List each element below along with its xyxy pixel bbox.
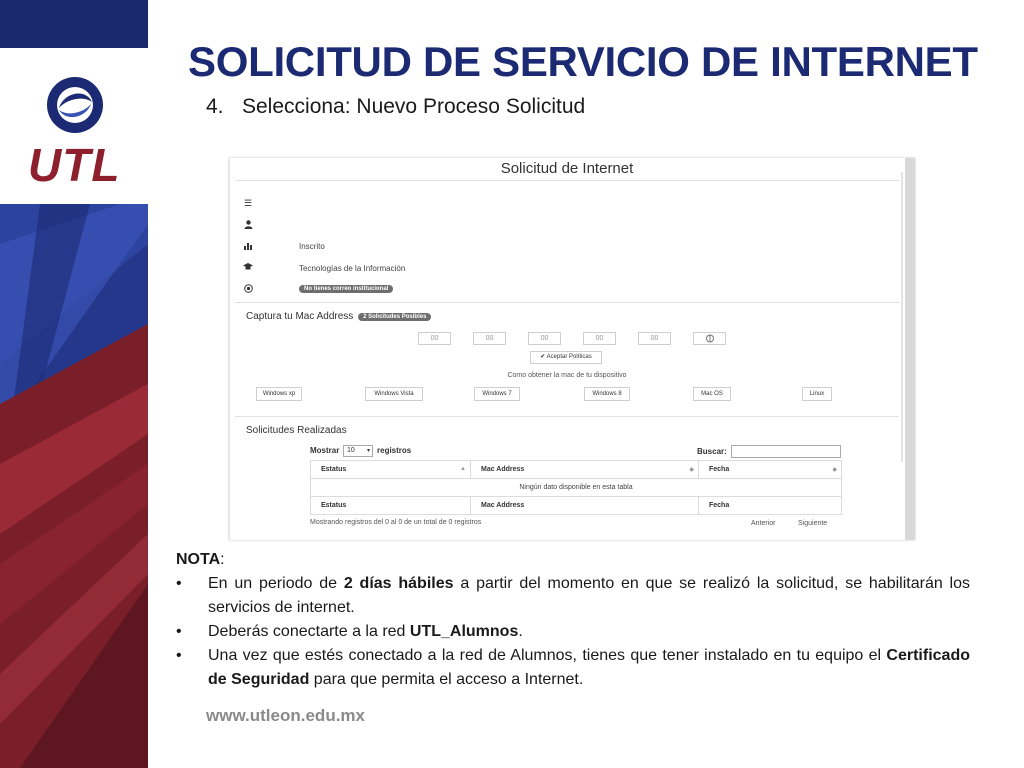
note-item: • Deberás conectarte a la red UTL_Alumnos. [176, 623, 523, 640]
previous-page-link[interactable]: Anterior [751, 520, 776, 527]
next-page-link[interactable]: Siguiente [798, 520, 828, 527]
mac-octet-3-input[interactable]: 00 [528, 332, 561, 345]
sort-icon: ◆ [832, 467, 837, 473]
sort-icon: ▲ [460, 466, 466, 472]
windows-xp-button[interactable]: Windows xp [256, 387, 302, 401]
table-header-row [311, 461, 842, 479]
how-to-get-mac-text: Como obtener la mac de tu dispositivo [507, 372, 627, 379]
status-text: Inscrito [299, 242, 325, 251]
mac-section-label: Captura tu Mac Address 2 Solicitudes Posibles [246, 311, 431, 322]
list-icon: ☰ [243, 198, 253, 208]
chevron-down-icon: ▾ [366, 448, 370, 454]
column-header-mac[interactable]: Mac Address ◆ [471, 461, 699, 479]
check-icon: ✔ [540, 354, 546, 360]
band-top-bar [0, 0, 148, 48]
show-label: Mostrar [310, 446, 340, 455]
step-number: 4. [206, 95, 224, 118]
search-input[interactable] [731, 445, 841, 458]
mac-octet-4-input[interactable]: 00 [583, 332, 616, 345]
windows-8-button[interactable]: Windows 8 [584, 387, 630, 401]
records-summary: Mostrando registros del 0 al 0 de un total de 0 registros [310, 519, 482, 526]
mac-octet-1-input[interactable]: 00 [418, 332, 451, 345]
screenshot-title: Solicitud de Internet [500, 160, 634, 177]
mac-octet-6-input[interactable] [693, 332, 726, 345]
records-label: registros [377, 446, 412, 455]
requests-section-label: Solicitudes Realizadas [246, 425, 347, 436]
windows-7-button[interactable]: Windows 7 [474, 387, 520, 401]
scrollbar [905, 158, 915, 540]
notes-section [176, 548, 970, 692]
step-text: Selecciona: Nuevo Proceso Solicitud [242, 95, 586, 118]
empty-table-message: Ningún dato disponible en esta tabla [311, 479, 842, 497]
geometric-decoration [0, 204, 148, 768]
email-status-badge: No tienes correo institucional [299, 285, 393, 293]
mac-os-button[interactable]: Mac OS [693, 387, 731, 401]
website-url[interactable]: www.utleon.edu.mx [206, 706, 365, 725]
mac-octet-2-input[interactable]: 00 [473, 332, 506, 345]
linux-button[interactable]: Linux [802, 387, 832, 401]
accept-policies-button[interactable]: ✔ Aceptar Políticas [530, 351, 602, 364]
graduation-cap-icon [243, 263, 253, 273]
bar-chart-icon [243, 241, 253, 251]
career-text: Tecnologías de la Información [299, 264, 406, 273]
column-header-status[interactable]: Estatus ▲ [311, 461, 471, 479]
utl-logo-text: UTL [28, 139, 121, 191]
internet-request-screenshot [229, 158, 915, 540]
step-instruction [206, 95, 585, 119]
mac-octet-5-input[interactable]: 00 [638, 332, 671, 345]
requests-available-badge: 2 Solicitudes Posibles [358, 313, 431, 321]
footer-mac: Mac Address [471, 497, 699, 515]
table-row [311, 479, 842, 497]
note-item: • Una vez que estés conectado a la red de Alumnos, tienes que tener instalado en tu equipo el Certificado de Seguridad para que permita el acceso a Internet. [176, 647, 970, 688]
footer-status: Estatus [311, 497, 471, 515]
requests-table [310, 460, 842, 515]
sort-icon: ◆ [689, 467, 694, 473]
column-header-date[interactable]: Fecha ◆ [699, 461, 842, 479]
utl-logo-icon [44, 74, 106, 136]
search-label: Buscar: [697, 447, 727, 456]
windows-vista-button[interactable]: Windows Vista [365, 387, 423, 401]
slide-title: SOLICITUD DE SERVICIO DE INTERNET [188, 38, 978, 85]
note-item: • En un periodo de 2 días hábiles a partir del momento en que se realizó la solicitud, se habilitarán los servicios de internet. [176, 575, 971, 616]
table-footer-row [311, 497, 842, 515]
globe-icon [243, 284, 253, 294]
user-icon [243, 220, 253, 230]
page-size-select[interactable]: 10 ▾ [343, 445, 373, 457]
notes-heading: NOTA: [176, 551, 225, 568]
footer-date: Fecha [699, 497, 842, 515]
